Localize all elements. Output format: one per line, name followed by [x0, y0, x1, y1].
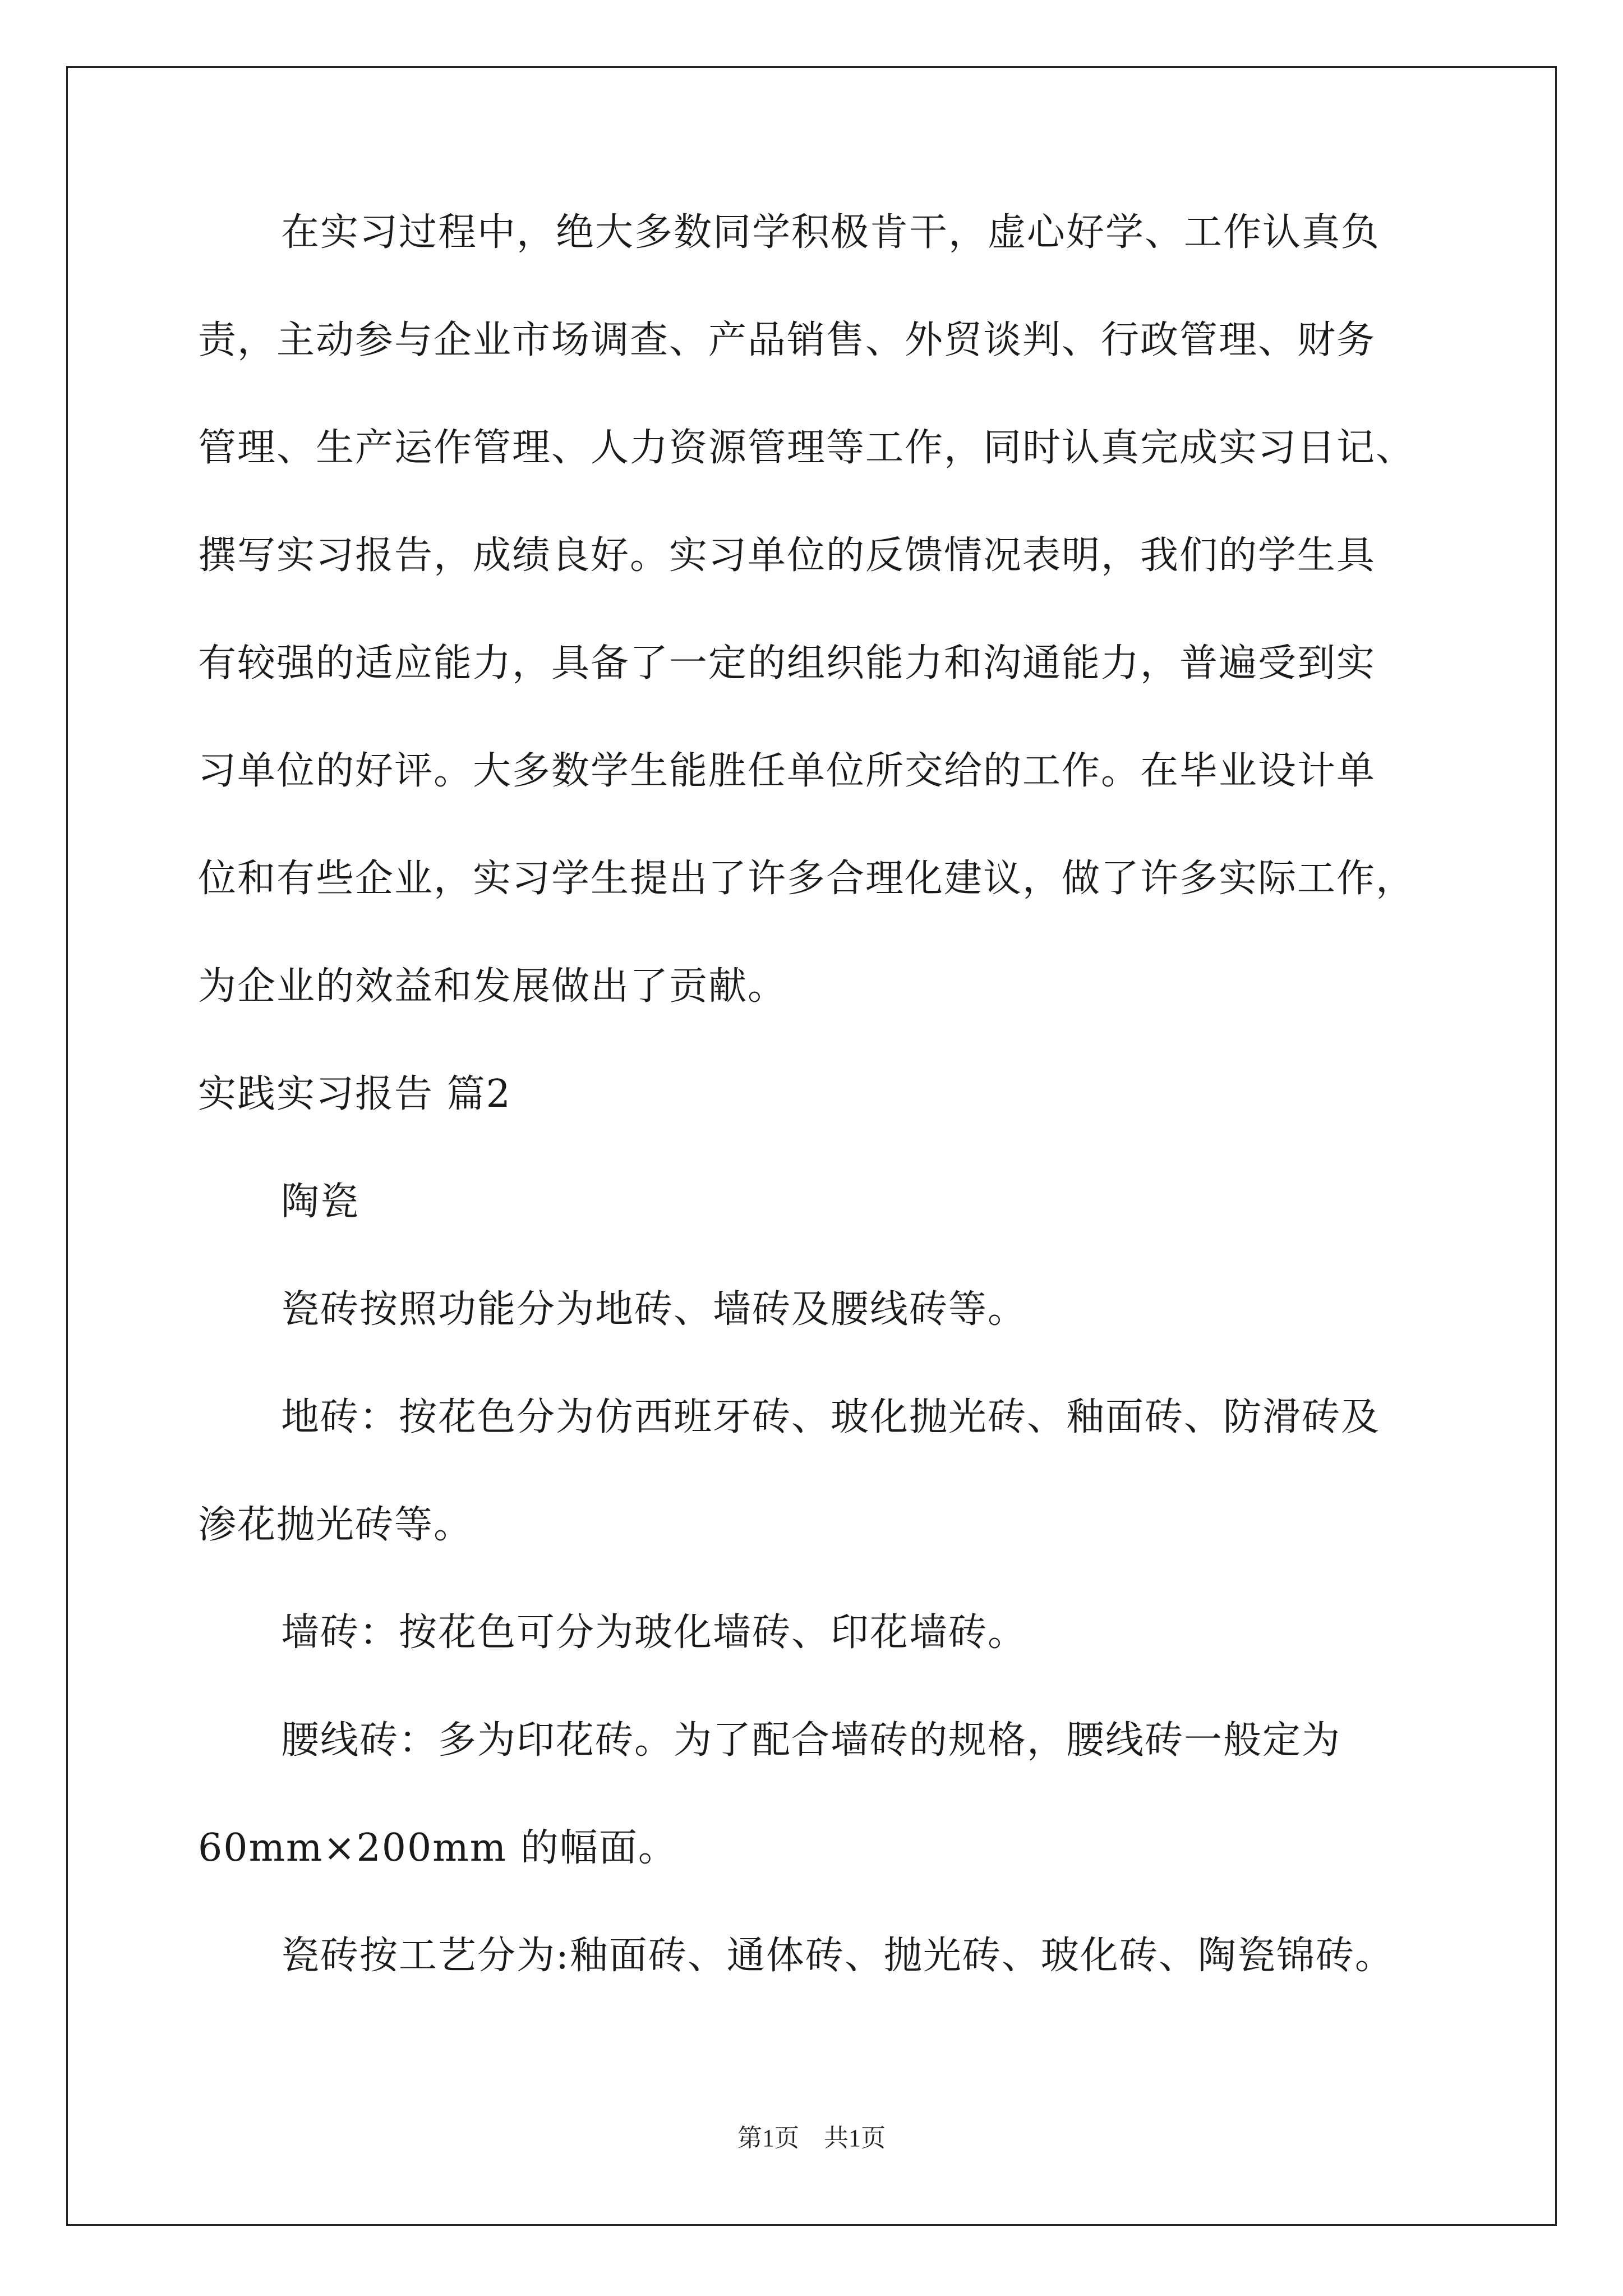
paragraph-line: 地砖：按花色分为仿西班牙砖、玻化抛光砖、釉面砖、防滑砖及 [281, 1395, 1381, 1439]
paragraph-line: 墙砖：按花色可分为玻化墙砖、印花墙砖。 [281, 1611, 1027, 1655]
paragraph-line: 60mm×200mm 的幅面。 [198, 1826, 677, 1870]
paragraph-line: 管理、生产运作管理、人力资源管理等工作，同时认真完成实习日记、 [198, 426, 1415, 470]
paragraph-line: 为企业的效益和发展做出了贡献。 [198, 964, 787, 1009]
paragraph-line: 渗花抛光砖等。 [198, 1503, 473, 1547]
paragraph-line: 有较强的适应能力，具备了一定的组织能力和沟通能力，普遍受到实 [198, 641, 1376, 685]
paragraph-line: 撰写实习报告，成绩良好。实习单位的反馈情况表明，我们的学生具 [198, 533, 1376, 578]
page-border [66, 66, 1557, 2226]
paragraph-line: 责，主动参与企业市场调查、产品销售、外贸谈判、行政管理、财务 [198, 318, 1376, 362]
paragraph-line: 腰线砖：多为印花砖。为了配合墙砖的规格，腰线砖一般定为 [281, 1718, 1341, 1763]
paragraph-line: 在实习过程中，绝大多数同学积极肯干，虚心好学、工作认真负 [281, 210, 1381, 255]
section-heading: 实践实习报告 篇2 [198, 1072, 511, 1116]
paragraph-line: 位和有些企业，实习学生提出了许多合理化建议，做了许多实际工作， [198, 857, 1415, 901]
paragraph-line: 瓷砖按工艺分为:釉面砖、通体砖、抛光砖、玻化砖、陶瓷锦砖。 [281, 1934, 1394, 1978]
page-footer: 第1页 共1页 [737, 2124, 886, 2152]
subheading: 陶瓷 [281, 1180, 360, 1224]
paragraph-line: 瓷砖按照功能分为地砖、墙砖及腰线砖等。 [281, 1287, 1027, 1332]
paragraph-line: 习单位的好评。大多数学生能胜任单位所交给的工作。在毕业设计单 [198, 749, 1376, 793]
